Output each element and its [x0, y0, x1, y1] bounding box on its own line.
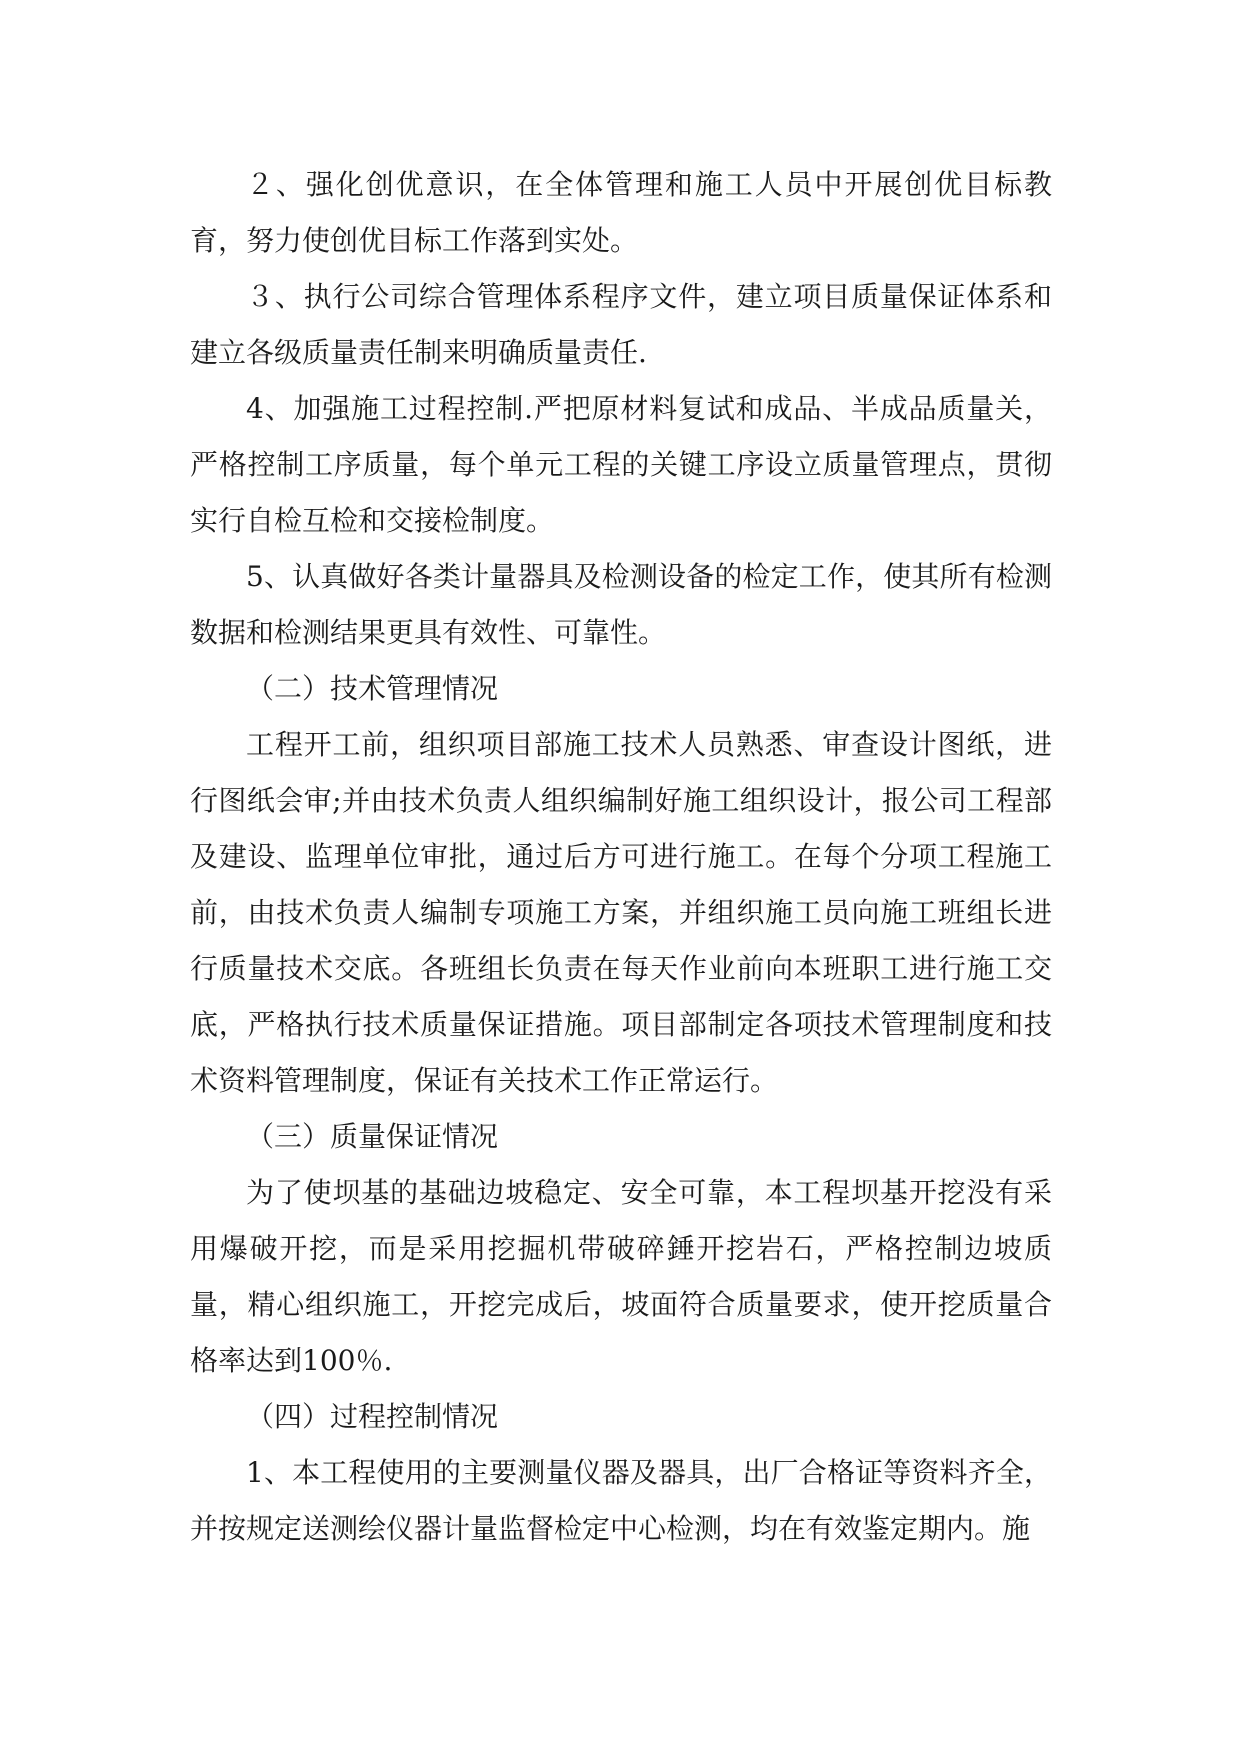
paragraph-item-2: ２、强化创优意识，在全体管理和施工人员中开展创优目标教育，努力使创优目标工作落到实处。	[190, 168, 1052, 257]
paragraph-technical-management: 工程开工前，组织项目部施工技术人员熟悉、审查设计图纸，进行图纸会审;并由技术负责人组织编制好施工组织设计，报公司工程部及建设、监理单位审批，通过后方可进行施工。在每个分项工程施工前，由技术负责人编制专项施工方案，并组织施工员向施工班组长进行质量技术交底。各班组长负责在每天作业前向本班职工进行施工交底，严格执行技术质量保证措施。项目部制定各项技术管理制度和技术资料管理制度，保证有关技术工作正常运行。	[190, 728, 1052, 1097]
paragraph-process-control-1: 1、本工程使用的主要测量仪器及器具，出厂合格证等资料齐全，并按规定送测绘仪器计量监督检定中心检测，均在有效鉴定期内。施	[190, 1456, 1052, 1545]
document-page	[190, 157, 1052, 1557]
paragraph-item-3: ３、执行公司综合管理体系程序文件，建立项目质量保证体系和建立各级质量责任制来明确质量责任.	[190, 280, 1052, 369]
paragraph-item-4: 4、加强施工过程控制.严把原材料复试和成品、半成品质量关，严格控制工序质量，每个单元工程的关键工序设立质量管理点，贯彻实行自检互检和交接检制度。	[190, 392, 1052, 537]
section-heading-technical-management: （二）技术管理情况	[246, 672, 499, 705]
section-heading-process-control: （四）过程控制情况	[246, 1400, 499, 1433]
paragraph-quality-assurance: 为了使坝基的基础边坡稳定、安全可靠，本工程坝基开挖没有采用爆破开挖，而是采用挖掘机带破碎錘开挖岩石，严格控制边坡质量，精心组织施工，开挖完成后，坡面符合质量要求，使开挖质量合格率达到100％.	[190, 1176, 1052, 1377]
paragraph-item-5: 5、认真做好各类计量器具及检测设备的检定工作，使其所有检测数据和检测结果更具有效性、可靠性。	[190, 560, 1052, 649]
section-heading-quality-assurance: （三）质量保证情况	[246, 1120, 499, 1153]
